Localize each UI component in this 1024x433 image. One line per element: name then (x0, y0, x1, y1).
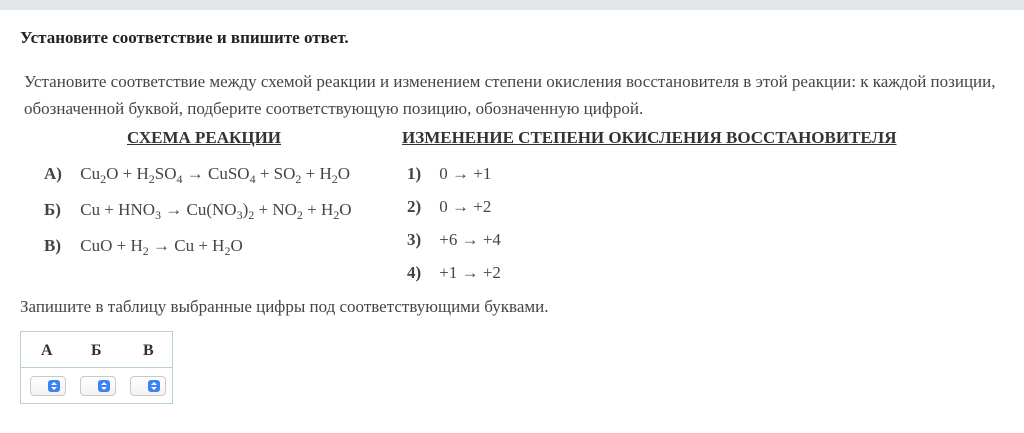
select-arrows-icon (48, 380, 60, 392)
answer-select-a[interactable] (30, 376, 66, 396)
change-row-2 (407, 197, 491, 217)
answer-header-a: А (41, 342, 53, 359)
answer-select-b[interactable] (80, 376, 116, 396)
top-bar (0, 0, 1024, 10)
oxidation-change-header: ИЗМЕНЕНИЕ СТЕПЕНИ ОКИСЛЕНИЯ ВОССТАНОВИТЕЛЯ (402, 128, 897, 147)
select-arrows-icon (98, 380, 110, 392)
reactions-header: СХЕМА РЕАКЦИИ (127, 128, 282, 147)
answer-table-divider (21, 367, 172, 368)
answer-instruction: Запишите в таблицу выбранные цифры под соответствующими буквами. (20, 297, 549, 316)
change-row-3 (407, 230, 501, 250)
reaction-letter-v: В) (44, 236, 61, 255)
answer-header-b: Б (91, 342, 102, 359)
change-number-4: 4) (407, 263, 422, 282)
reaction-row-b (44, 200, 352, 220)
change-text-3: +6 → +4 (439, 230, 501, 249)
change-text-2: 0 → +2 (439, 197, 492, 216)
change-number-1: 1) (407, 164, 422, 183)
change-number-2: 2) (407, 197, 422, 216)
reaction-row-v (44, 236, 243, 256)
select-arrows-icon (148, 380, 160, 392)
reaction-equation-b: $Cu + HNO_3 \to Cu(NO_3)_2 + NO_2 + H_2O$ (80, 200, 352, 222)
reaction-row-a (44, 164, 350, 184)
change-text-4: +1 → +2 (439, 263, 501, 282)
reaction-letter-a: А) (44, 164, 62, 183)
task-prompt: Установите соответствие между схемой реакции и изменением степени окисления восстановителя в этой реакции: к каждой позиции, обозначенной буквой, подберите соответствующую позицию, обозначенную цифрой. (24, 72, 996, 118)
change-number-3: 3) (407, 230, 422, 249)
answer-table (20, 331, 173, 404)
reaction-equation-v: CuO + $H_2 \to Cu + H_2O$ (80, 236, 243, 258)
answer-select-v[interactable] (130, 376, 166, 396)
reaction-letter-b: Б) (44, 200, 61, 219)
change-row-1 (407, 164, 491, 184)
reaction-equation-a: $Cu_2O + H_2SO_4$ → CuSO$_4$ + $SO_2 + H_2O$ (80, 164, 351, 186)
change-text-1: 0 → +1 (439, 164, 492, 183)
change-row-4 (407, 263, 501, 283)
answer-header-v: В (143, 342, 154, 359)
task-title: Установите соответствие и впишите ответ. (20, 28, 349, 47)
